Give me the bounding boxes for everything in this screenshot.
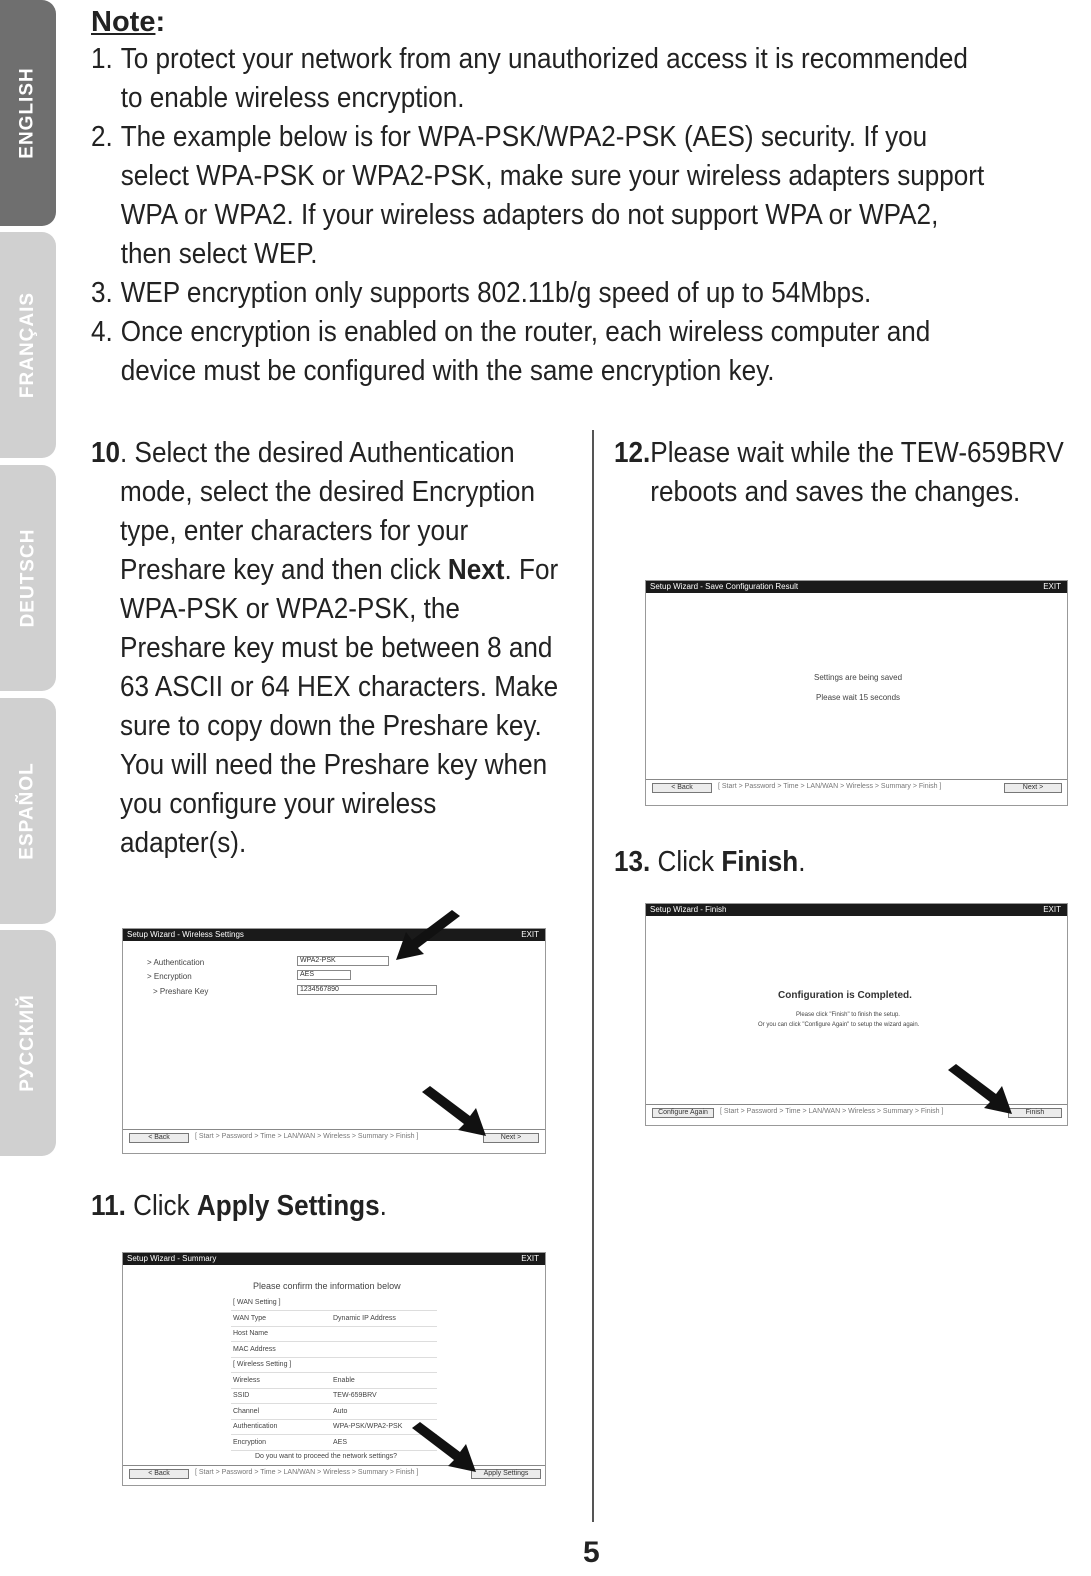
pointer-arrow-icon (418, 1086, 490, 1140)
summary-table (231, 1295, 437, 1451)
back-button[interactable]: < Back (652, 783, 712, 793)
table-row: SSID TEW-659BRV (231, 1388, 437, 1404)
column-divider (592, 430, 594, 1522)
table-row: WAN Type Dynamic IP Address (231, 1311, 437, 1327)
lang-tab-label: ESPAÑOL (17, 762, 38, 860)
lang-tab-francais[interactable] (0, 232, 56, 458)
configure-again-instruction: Or you can click "Configure Again" to setup the wizard again. (758, 1022, 920, 1028)
table-row: Authentication WPA-PSK/WPA2-PSK (231, 1419, 437, 1435)
wait-message: Please wait 15 seconds (816, 693, 901, 702)
note-item: 1. To protect your network from any unauthorized access it is recommended to enable wireless encryption. (91, 43, 968, 114)
window-title-bar: Setup Wizard - Save Configuration Result EXIT (646, 581, 1067, 593)
next-button[interactable]: Next > (1004, 783, 1062, 793)
table-row: Host Name (231, 1326, 437, 1342)
exit-link[interactable]: EXIT (521, 1254, 539, 1263)
pointer-arrow-icon (392, 910, 464, 964)
note-item: 4. Once encryption is enabled on the router, each wireless computer and device must be configured with the same encryption key. (91, 316, 931, 387)
lang-tab-russian[interactable] (0, 930, 56, 1156)
pointer-arrow-icon (408, 1422, 480, 1476)
saving-message: Settings are being saved (814, 673, 903, 682)
step-10-text: 10 . Select the desired Authentication mode, select the desired Encryption type, enter characters for your Preshare key and then click Next. For WPA-PSK or WPA2-PSK, the Preshare key must be between 8 and 63 ASCII or 64 HEX characters. Make sure to copy down the Preshare key. You will need the Preshare key when you configure your wireless adapter(s). (91, 437, 559, 859)
lang-tab-espanol[interactable] (0, 698, 56, 924)
table-row: Encryption AES (231, 1435, 437, 1451)
back-button[interactable]: < Back (129, 1133, 189, 1143)
wizard-breadcrumb: [ Start > Password > Time > LAN/WAN > Wireless > Summary > Finish ] (720, 1108, 944, 1115)
window-title-bar: Setup Wizard - Finish EXIT (646, 904, 1067, 916)
table-row: Channel Auto (231, 1404, 437, 1420)
field-label: > Authentication (147, 958, 205, 967)
table-row: MAC Address (231, 1342, 437, 1358)
lang-tab-deutsch[interactable] (0, 465, 56, 691)
configure-again-button[interactable]: Configure Again (652, 1108, 714, 1118)
wizard-breadcrumb: [ Start > Password > Time > LAN/WAN > Wireless > Summary > Finish ] (195, 1469, 419, 1476)
field-label: > Preshare Key (153, 987, 209, 996)
exit-link[interactable]: EXIT (521, 930, 539, 939)
wizard-breadcrumb: [ Start > Password > Time > LAN/WAN > Wireless > Summary > Finish ] (718, 783, 942, 790)
page-number: 5 (583, 1536, 600, 1569)
note-title: Note: (91, 6, 166, 38)
finish-instruction: Please click "Finish" to finish the setup. (796, 1012, 900, 1018)
finish-button[interactable]: Finish (1008, 1108, 1062, 1118)
table-row: Wireless Enable (231, 1373, 437, 1389)
preshare-key-input[interactable]: 1234567890 (297, 985, 437, 995)
lang-tab-label: РУССКИЙ (17, 994, 38, 1092)
encryption-select[interactable]: AES (297, 970, 351, 980)
window-title-bar: Setup Wizard - Summary EXIT (123, 1253, 545, 1265)
authentication-select[interactable]: WPA2-PSK (297, 956, 389, 966)
reboot-screenshot (645, 580, 1068, 806)
lang-tab-label: ENGLISH (17, 67, 39, 159)
pointer-arrow-icon (944, 1064, 1016, 1118)
lang-tab-label: FRANÇAIS (17, 291, 39, 399)
lang-tab-english[interactable] (0, 0, 56, 226)
note-item: 2. The example below is for WPA-PSK/WPA2-PSK (AES) security. If you select WPA-PSK or WPA2-PSK, make sure your wireless adapters support WPA or WPA2. If your wireless adapters do not support WPA or WPA2, then select WEP. (91, 121, 985, 270)
step-12-text: 12. Please wait while the TEW-659BRV reboots and saves the changes. (614, 437, 1064, 508)
step-11-text: 11. Click Apply Settings. (91, 1190, 387, 1222)
summary-footer-note: Do you want to proceed the network settings? (255, 1453, 398, 1460)
summary-heading: Please confirm the information below (253, 1281, 401, 1291)
table-row: [ Wireless Setting ] (231, 1357, 437, 1373)
note-list (91, 40, 991, 391)
exit-link[interactable]: EXIT (1043, 905, 1061, 914)
note-item: 3. WEP encryption only supports 802.11b/g speed of up to 54Mbps. (91, 277, 872, 309)
summary-screenshot (122, 1252, 546, 1486)
apply-settings-button[interactable]: Apply Settings (471, 1469, 541, 1479)
wizard-breadcrumb: [ Start > Password > Time > LAN/WAN > Wireless > Summary > Finish ] (195, 1133, 419, 1140)
lang-tab-label: DEUTSCH (17, 528, 38, 628)
exit-link[interactable]: EXIT (1043, 582, 1061, 591)
step-13-text: 13. Click Finish. (614, 846, 806, 878)
table-row: [ WAN Setting ] (231, 1295, 437, 1311)
window-title-bar: Setup Wizard - Wireless Settings EXIT (123, 929, 545, 941)
field-label: > Encryption (147, 972, 192, 981)
next-button[interactable]: Next > (483, 1133, 539, 1143)
completed-heading: Configuration is Completed. (778, 990, 912, 1001)
back-button[interactable]: < Back (129, 1469, 189, 1479)
